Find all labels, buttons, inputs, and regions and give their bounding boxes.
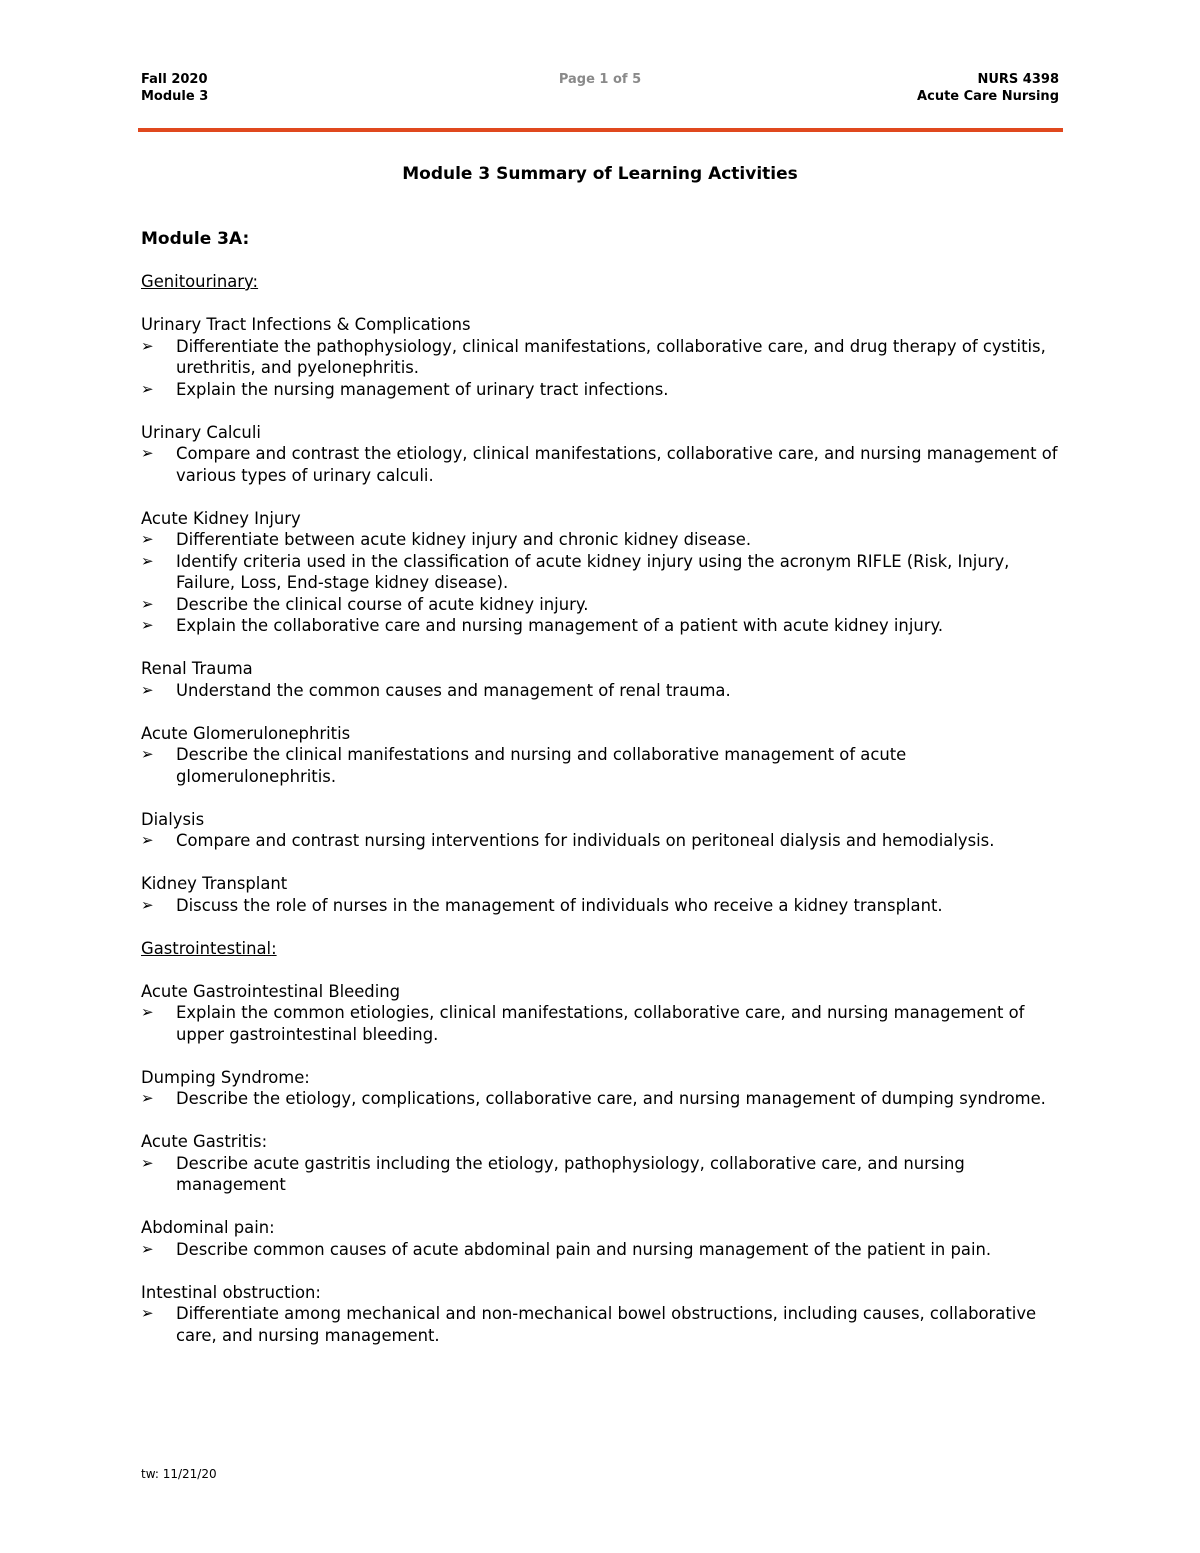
arrowhead-bullet-icon: ➢ <box>141 444 154 462</box>
topic-block <box>141 508 1066 637</box>
objective-text: Compare and contrast nursing interventions for individuals on peritoneal dialysis and hemodialysis. <box>176 831 995 850</box>
topic-block <box>141 1282 1066 1347</box>
topic-title: Renal Trauma <box>141 659 253 678</box>
category-colon: : <box>271 938 277 958</box>
category-colon: : <box>252 272 259 291</box>
arrowhead-bullet-icon: ➢ <box>141 1003 154 1021</box>
objective-list <box>141 336 1066 401</box>
arrowhead-bullet-icon: ➢ <box>141 1304 154 1322</box>
topic-block <box>141 658 1066 701</box>
header-course-code: NURS 4398 <box>977 72 1059 87</box>
objective-item <box>141 551 1066 594</box>
arrowhead-bullet-icon: ➢ <box>141 379 154 398</box>
objective-text: Explain the nursing management of urinary tract infections. <box>176 379 669 399</box>
topic-title: Intestinal obstruction: <box>141 1282 321 1302</box>
module-heading: Module 3A: <box>141 229 250 249</box>
topic-block <box>141 981 1066 1046</box>
objective-item <box>141 744 1066 787</box>
topic-block <box>141 723 1066 788</box>
objective-list <box>141 830 1066 852</box>
topic-block <box>141 809 1066 852</box>
objective-item <box>141 830 1066 852</box>
objective-list <box>141 895 1066 917</box>
objective-item <box>141 529 1066 551</box>
page-footer: tw: 11/21/20 <box>141 1467 217 1481</box>
objective-list <box>141 1153 1066 1196</box>
sections-container <box>141 271 1066 1346</box>
page-number: Page 1 of 5 <box>558 72 642 87</box>
objective-text: Explain the common etiologies, clinical manifestations, collaborative care, and nursing management of upper gastrointestinal bleeding. <box>176 1003 1025 1044</box>
header-module: Module 3 <box>141 89 209 104</box>
topic-title: Acute Glomerulonephritis <box>141 723 351 743</box>
arrowhead-bullet-icon: ➢ <box>141 1089 154 1107</box>
category-label: Genitourinary <box>141 272 253 291</box>
objective-item <box>141 895 1066 917</box>
objective-list <box>141 744 1066 787</box>
topic-block <box>141 422 1066 487</box>
objective-text: Differentiate between acute kidney injury and chronic kidney disease. <box>176 530 752 549</box>
arrowhead-bullet-icon: ➢ <box>141 831 154 849</box>
objective-item <box>141 1153 1066 1196</box>
objective-item <box>141 615 1066 637</box>
objective-text: Understand the common causes and management of renal trauma. <box>176 680 731 700</box>
objective-text: Compare and contrast the etiology, clinical manifestations, collaborative care, and nursing management of various types of urinary calculi. <box>176 444 1058 485</box>
topic-title: Acute Gastrointestinal Bleeding <box>141 981 401 1001</box>
header-term: Fall 2020 <box>141 72 208 87</box>
topic-title: Abdominal pain: <box>141 1218 275 1237</box>
objective-item <box>141 680 1066 702</box>
arrowhead-bullet-icon: ➢ <box>141 1153 154 1172</box>
objective-list <box>141 1239 1066 1261</box>
objective-item <box>141 379 1066 401</box>
objective-item <box>141 1239 1066 1261</box>
category-heading <box>141 938 1066 960</box>
objective-text: Describe the clinical manifestations and nursing and collaborative management of acute glomerulonephritis. <box>176 745 907 786</box>
arrowhead-bullet-icon: ➢ <box>141 895 154 914</box>
objective-item <box>141 1002 1066 1045</box>
document-body <box>141 228 1066 1368</box>
objective-list <box>141 680 1066 702</box>
header-divider <box>138 128 1063 132</box>
topic-title: Urinary Calculi <box>141 422 261 442</box>
objective-text: Explain the collaborative care and nursing management of a patient with acute kidney injury. <box>176 616 944 635</box>
topic-title: Urinary Tract Infections & Complications <box>141 315 471 334</box>
objective-list <box>141 529 1066 637</box>
topic-block <box>141 1067 1066 1110</box>
objective-text: Identify criteria used in the classification of acute kidney injury using the acronym RIFLE (Risk, Injury, Failure, Loss, End-stage kidney disease). <box>176 551 1010 592</box>
arrowhead-bullet-icon: ➢ <box>141 551 154 570</box>
objective-item <box>141 1303 1066 1346</box>
objective-text: Describe common causes of acute abdominal pain and nursing management of the patient in pain. <box>176 1239 992 1259</box>
header-right <box>917 71 1059 105</box>
arrowhead-bullet-icon: ➢ <box>141 1239 154 1258</box>
topic-block <box>141 314 1066 400</box>
objective-list <box>141 1303 1066 1346</box>
objective-text: Differentiate among mechanical and non-mechanical bowel obstructions, including causes, collaborative care, and nursing management. <box>176 1304 1037 1345</box>
topic-title: Dialysis <box>141 809 205 829</box>
objective-item <box>141 336 1066 379</box>
objective-list <box>141 1088 1066 1110</box>
arrowhead-bullet-icon: ➢ <box>141 616 154 634</box>
objective-text: Describe the clinical course of acute kidney injury. <box>176 594 589 614</box>
arrowhead-bullet-icon: ➢ <box>141 594 154 613</box>
objective-item <box>141 443 1066 486</box>
objective-item <box>141 594 1066 616</box>
document-title: Module 3 Summary of Learning Activities <box>402 164 798 184</box>
objective-text: Discuss the role of nurses in the management of individuals who receive a kidney transplant. <box>176 895 943 915</box>
topic-block <box>141 1131 1066 1196</box>
objective-text: Describe acute gastritis including the etiology, pathophysiology, collaborative care, and nursing management <box>176 1153 965 1194</box>
category-heading <box>141 271 1066 293</box>
topic-block <box>141 1217 1066 1260</box>
header-course-name: Acute Care Nursing <box>917 89 1059 104</box>
objective-text: Describe the etiology, complications, collaborative care, and nursing management of dumping syndrome. <box>176 1089 1046 1108</box>
arrowhead-bullet-icon: ➢ <box>141 745 154 763</box>
objective-list <box>141 443 1066 486</box>
topic-block <box>141 873 1066 916</box>
category-label: Gastrointestinal <box>141 938 272 958</box>
topic-title: Acute Kidney Injury <box>141 508 301 528</box>
arrowhead-bullet-icon: ➢ <box>141 336 154 355</box>
topic-title: Acute Gastritis: <box>141 1132 268 1151</box>
arrowhead-bullet-icon: ➢ <box>141 680 154 699</box>
objective-list <box>141 1002 1066 1045</box>
objective-text: Differentiate the pathophysiology, clinical manifestations, collaborative care, and drug therapy of cystitis, urethritis, and pyelonephritis. <box>176 336 1046 377</box>
arrowhead-bullet-icon: ➢ <box>141 530 154 548</box>
topic-title: Dumping Syndrome: <box>141 1067 310 1087</box>
page-header <box>141 71 1059 111</box>
objective-item <box>141 1088 1066 1110</box>
topic-title: Kidney Transplant <box>141 874 288 893</box>
